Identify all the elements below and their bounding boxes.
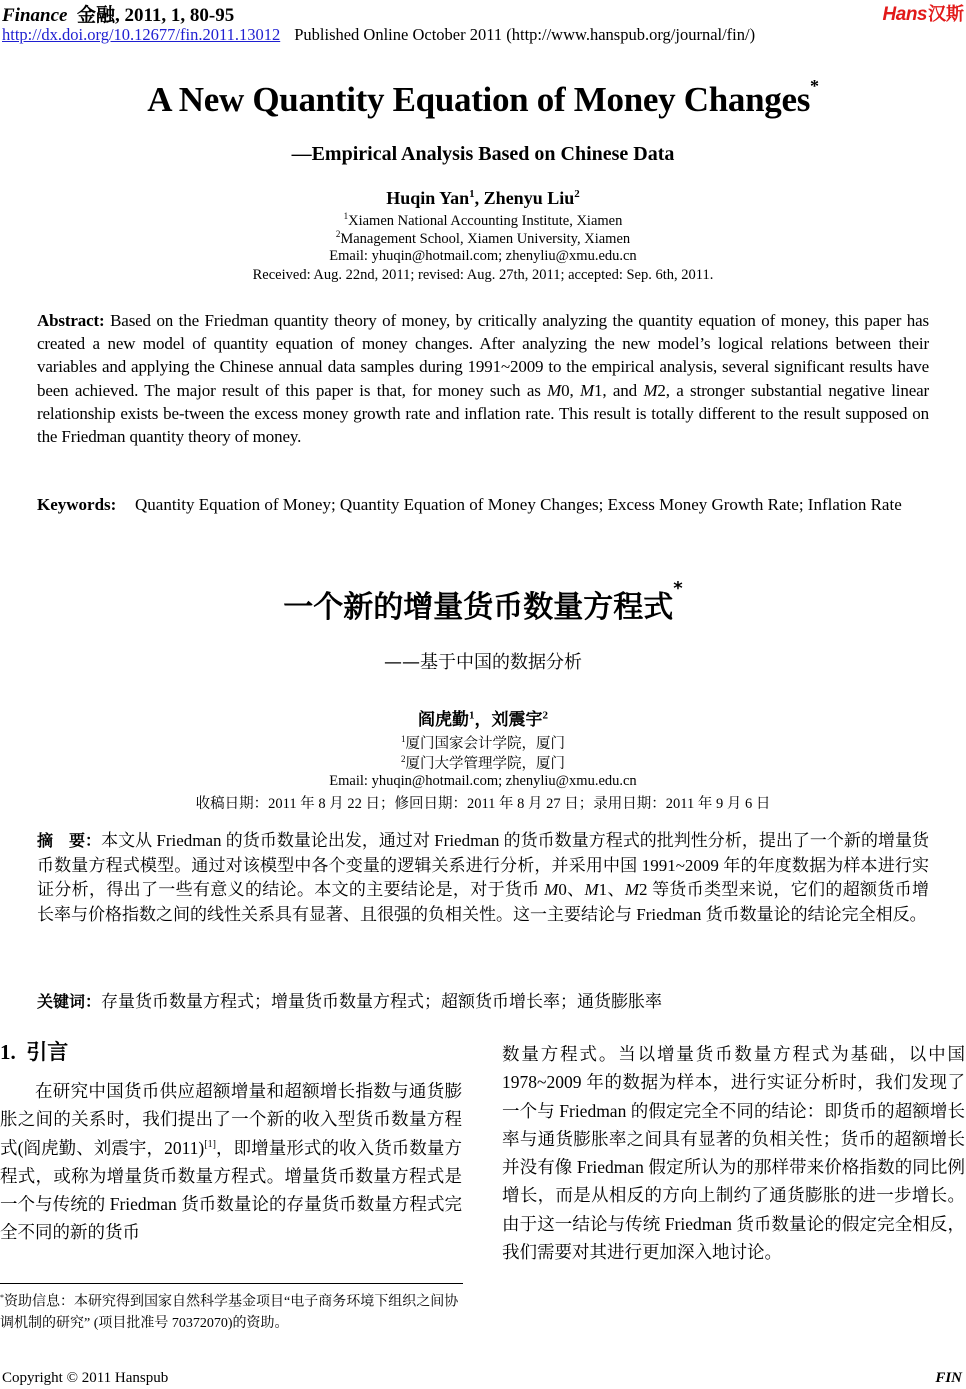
keywords-text: Quantity Equation of Money; Quantity Equation of Money Changes; Excess Money Growth Rate; Inflation Rate — [135, 495, 902, 514]
abstract-label: Abstract: — [37, 311, 105, 330]
citation-numbers: , 2011, 1, 80-95 — [114, 5, 235, 26]
header-publication-line — [2, 25, 755, 45]
authors-cn — [0, 705, 966, 730]
footnote-divider — [0, 1283, 463, 1284]
money-index: 2 — [657, 380, 666, 400]
paper-title-en — [0, 76, 966, 120]
abstract-en — [37, 309, 929, 448]
author-name: 刘震宇 — [491, 710, 543, 729]
published-online-note: Published Online October 2011 (http://www.hanspub.org/journal/fin/) — [294, 25, 756, 44]
money-symbol: M — [547, 380, 562, 400]
abstract-label: 摘 要： — [37, 831, 102, 850]
money-index: 1、 — [598, 880, 625, 899]
author-affiliation-mark: 1 — [469, 709, 475, 722]
affiliation-text: Xiamen National Accounting Institute, Xiamen — [348, 212, 623, 229]
title-footnote-mark: * — [673, 578, 683, 599]
affiliation-text: Management School, Xiamen University, Xiamen — [340, 230, 631, 247]
money-index: 2 — [639, 880, 648, 899]
body-column-right — [502, 1040, 965, 1266]
author-affiliation-mark: 2 — [574, 188, 580, 200]
affiliation-mark: 2 — [335, 229, 341, 239]
affiliation-en-2 — [0, 229, 966, 248]
doi-link[interactable]: http://dx.doi.org/10.12677/fin.2011.13012 — [2, 25, 281, 44]
paper-title-cn — [0, 578, 966, 626]
keywords-label: Keywords: — [37, 495, 117, 514]
footnote-text: 资助信息：本研究得到国家自然科学基金项目“电子商务环境下组织之间协调机制的研究” (项目批准号 70372070)的资助。 — [0, 1294, 459, 1331]
author-separator: , — [474, 188, 484, 208]
affiliation-mark: 1 — [343, 211, 349, 221]
affiliation-mark: 1 — [401, 734, 406, 745]
logo-latin: Hans — [882, 4, 927, 25]
author-name: Huqin Yan — [386, 188, 470, 208]
affiliation-mark: 2 — [401, 754, 406, 765]
abstract-text: 等货币类型来说，它们的超额货币增长率与价格指数之间的线性关系具有显著、且很强的负相关性。这一主要结论与 Friedman 货币数量论的结论完全相反。 — [37, 880, 930, 924]
author-name: 阎虎勤 — [418, 710, 469, 729]
money-symbol: M — [624, 880, 639, 899]
body-column-left — [0, 1037, 462, 1247]
title-footnote-mark: * — [810, 76, 819, 96]
money-symbol: M — [584, 880, 599, 899]
abstract-text: , a stronger substantial negative linear relationship exists be-tween the excess money growth rate and inflation rate. This result is totally different to the result supposed on the Friedman quantity theory of money. — [37, 380, 929, 447]
section-heading — [0, 1037, 462, 1067]
authors-en — [0, 188, 966, 209]
keywords-text: 存量货币数量方程式；增量货币数量方程式；超额货币增长率；通货膨胀率 — [101, 992, 663, 1011]
affiliation-cn-2 — [0, 752, 966, 773]
money-index: 0, — [561, 380, 580, 400]
affiliation-text: 厦门国家会计学院，厦门 — [405, 736, 565, 752]
journal-name-cn: 金融 — [76, 5, 115, 26]
email-en: Email: yhuqin@hotmail.com; zhenyliu@xmu.edu.cn — [329, 248, 637, 264]
hans-logo — [883, 0, 964, 26]
money-symbol: M — [544, 880, 559, 899]
section-title: 引言 — [26, 1040, 69, 1064]
paper-subtitle-en: —Empirical Analysis Based on Chinese Data — [291, 143, 675, 165]
author-name: Zhenyu Liu — [483, 188, 575, 208]
keywords-en — [37, 493, 929, 516]
abstract-cn — [37, 829, 929, 927]
dates-en: Received: Aug. 22nd, 2011; revised: Aug. 27th, 2011; accepted: Sep. 6th, 2011. — [252, 267, 714, 283]
author-affiliation-mark: 2 — [542, 709, 548, 722]
abstract-text: 本文从 Friedman 的货币数量论出发，通过对 Friedman 的货币数量方程式的批判性分析，提出了一个新的增量货币数量方程式模型。通过对该模型中各个变量的逻辑关系进行分析，并采用中国 1991~2009 年的年度数据为样本进行实证分析，得出了一些有意义的结论。本文的主要结论是，对于货币 — [37, 831, 929, 899]
journal-name: Finance — [2, 5, 68, 26]
paragraph-text: ，即增量形式的收入货币数量方程式，或称为增量货币数量方程式。增量货币数量方程式是一个与传统的 Friedman 货币数量论的存量货币数量方程式完全不同的新的货币 — [0, 1137, 462, 1243]
affiliation-en-1 — [0, 211, 966, 230]
money-symbol: M — [579, 380, 594, 400]
dates-cn: 收稿日期：2011 年 8 月 22 日；修回日期：2011 年 8 月 27 日；录用日期：2011 年 9 月 6 日 — [195, 796, 771, 812]
copyright-notice: Copyright © 2011 Hanspub — [2, 1370, 169, 1386]
footnote — [0, 1287, 463, 1334]
logo-chinese: 汉斯 — [928, 4, 964, 25]
body-paragraph — [0, 1077, 462, 1247]
footnote-mark: * — [0, 1293, 4, 1302]
money-index: 1, and — [593, 380, 644, 400]
author-affiliation-mark: 1 — [469, 188, 475, 200]
abstract-text: Based on the Friedman quantity theory of money, by critically analyzing the quantity equation of money, this paper has created a new model of quantity equation of money changes. After analyzing the new model’s logical relations between their variables and applying the Chinese annual data samples during 1991~2009 to the empirical analysis, several significant results have been achieved. The major result of this paper is that, for money such as — [37, 311, 929, 400]
money-index: 0、 — [558, 880, 585, 899]
keywords-cn — [37, 987, 929, 1012]
title-text: 一个新的增量货币数量方程式 — [283, 590, 674, 625]
money-symbol: M — [643, 380, 658, 400]
keywords-label: 关键词： — [37, 992, 102, 1011]
journal-citation — [2, 0, 234, 27]
body-paragraph: 数量方程式。当以增量货币数量方程式为基础，以中国 1978~2009 年的数据为样本，进行实证分析时，我们发现了一个与 Friedman 的假定完全不同的结论：即货币的超额增长率与通货膨胀率之间具有显著的负相关性；货币的超额增长并没有像 Friedman 假定所认为的那样带来价格指数的同比例增长，而是从相反的方向上制约了通货膨胀的进一步增长。由于这一结论与传统 Friedman 货币数量论的假定完全相反，我们需要对其进行更加深入地讨论。 — [502, 1044, 965, 1263]
paper-subtitle-cn: ——基于中国的数据分析 — [384, 652, 582, 673]
paragraph-text: 在研究中国货币供应超额增量和超额增长指数与通货膨胀之间的关系时，我们提出了一个新的收入型货币数量方程式(阎虎勤、刘震宇，2011) — [0, 1081, 462, 1158]
citation-ref[interactable]: [1] — [204, 1138, 216, 1150]
journal-abbreviation: FIN — [935, 1370, 962, 1386]
author-separator: ， — [474, 710, 492, 729]
email-cn: Email: yhuqin@hotmail.com; zhenyliu@xmu.edu.cn — [329, 773, 637, 789]
affiliation-text: 厦门大学管理学院，厦门 — [405, 756, 565, 772]
section-number: 1. — [0, 1040, 16, 1064]
affiliation-cn-1 — [0, 732, 966, 753]
title-text: A New Quantity Equation of Money Changes — [147, 80, 811, 119]
